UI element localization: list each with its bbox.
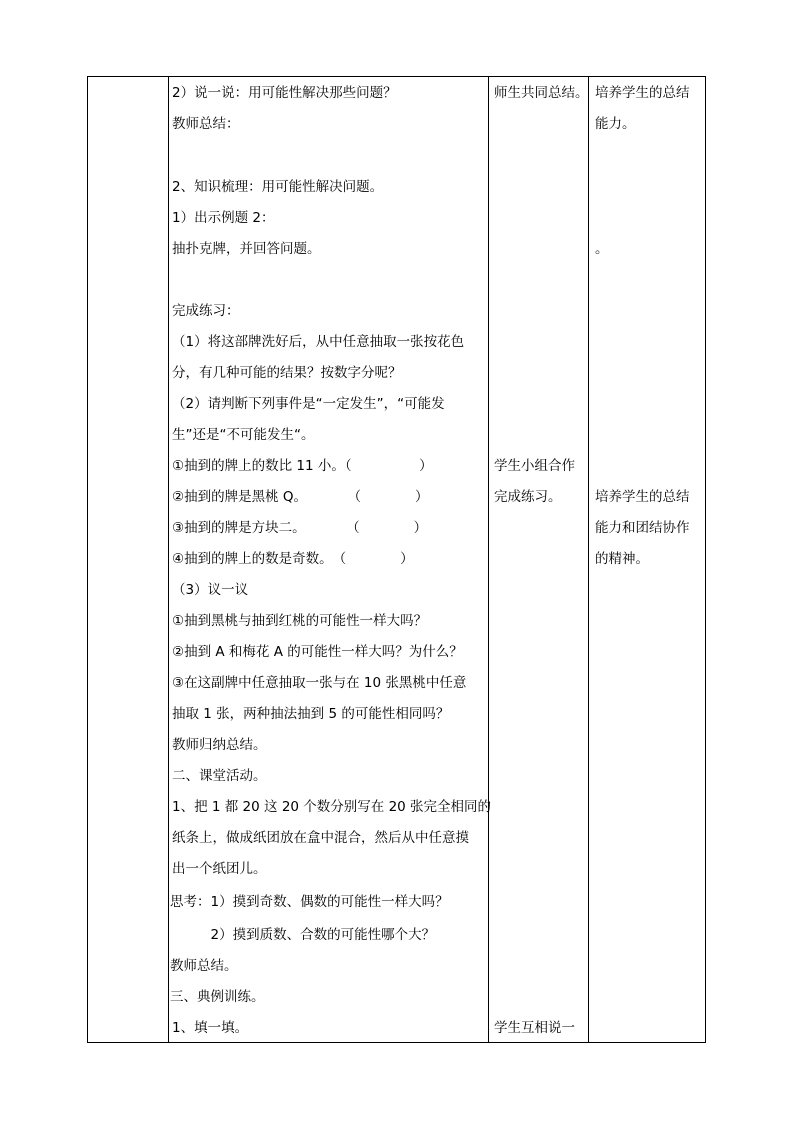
content-line: 二、课堂活动。 <box>172 768 267 784</box>
content-line: 2、知识梳理：用可能性解决问题。 <box>172 179 384 195</box>
intent-line: 培养学生的总结 <box>595 85 690 101</box>
content-line: （2）请判断下列事件是“一定发生”，“可能发 <box>172 396 445 412</box>
content-line: 三、典例训练。 <box>170 989 265 1005</box>
content-line: （3）议一议 <box>172 582 249 598</box>
activity-line: 完成练习。 <box>494 489 562 505</box>
content-line: 出一个纸团儿。 <box>172 861 267 877</box>
intent-line: 能力。 <box>595 116 636 132</box>
content-line: 抽扑克牌，并回答问题。 <box>172 241 321 257</box>
intent-line: 能力和团结协作 <box>595 520 690 536</box>
content-line: 2）说一说：用可能性解决那些问题？ <box>172 85 397 101</box>
content-line: ③在这副牌中任意抽取一张与在 10 张黑桃中任意 <box>172 675 467 691</box>
intent-line: 培养学生的总结 <box>595 489 690 505</box>
content-line: 纸条上，做成纸团放在盒中混合，然后从中任意摸 <box>172 830 469 846</box>
content-line: 完成练习： <box>172 303 240 319</box>
content-line: ④抽到的牌上的数是奇数。 （ ） <box>172 551 414 567</box>
column-divider-2 <box>488 77 489 1042</box>
content-line: 1、填一填。 <box>172 1020 249 1036</box>
content-line: （1）将这部牌洗好后，从中任意抽取一张按花色 <box>172 334 465 350</box>
content-line: 教师总结： <box>172 116 240 132</box>
content-line: ①抽到黑桃与抽到红桃的可能性一样大吗？ <box>172 613 428 629</box>
content-line: 分，有几种可能的结果？按数字分呢？ <box>172 365 402 381</box>
content-line: 教师总结。 <box>170 958 238 974</box>
content-line: 1、把 1 都 20 这 20 个数分别写在 20 张完全相同的 <box>172 799 492 815</box>
intent-line: 的精神。 <box>595 551 649 567</box>
activity-line: 学生小组合作 <box>494 458 575 474</box>
intent-line: 。 <box>595 241 609 257</box>
content-line: 思考：1）摸到奇数、偶数的可能性一样大吗？ <box>170 894 449 910</box>
activity-line: 学生互相说一 <box>494 1020 575 1036</box>
content-line: 抽取 1 张，两种抽法抽到 5 的可能性相同吗？ <box>172 706 450 722</box>
content-line: 生”还是“不可能发生“。 <box>172 427 315 443</box>
content-line: 1）出示例题 2： <box>172 210 275 226</box>
column-divider-3 <box>588 77 589 1042</box>
content-line: 2）摸到质数、合数的可能性哪个大？ <box>170 927 436 943</box>
content-line: ③抽到的牌是方块二。 （ ） <box>172 520 428 536</box>
content-line: ②抽到的牌是黑桃 Q。 （ ） <box>172 489 429 505</box>
content-line: 教师归纳总结。 <box>172 737 267 753</box>
content-line: ①抽到的牌上的数比 11 小。（ ） <box>172 458 433 474</box>
column-divider-1 <box>168 77 169 1042</box>
activity-line: 师生共同总结。 <box>494 85 589 101</box>
content-line: ②抽到 A 和梅花 A 的可能性一样大吗？为什么？ <box>172 644 463 660</box>
